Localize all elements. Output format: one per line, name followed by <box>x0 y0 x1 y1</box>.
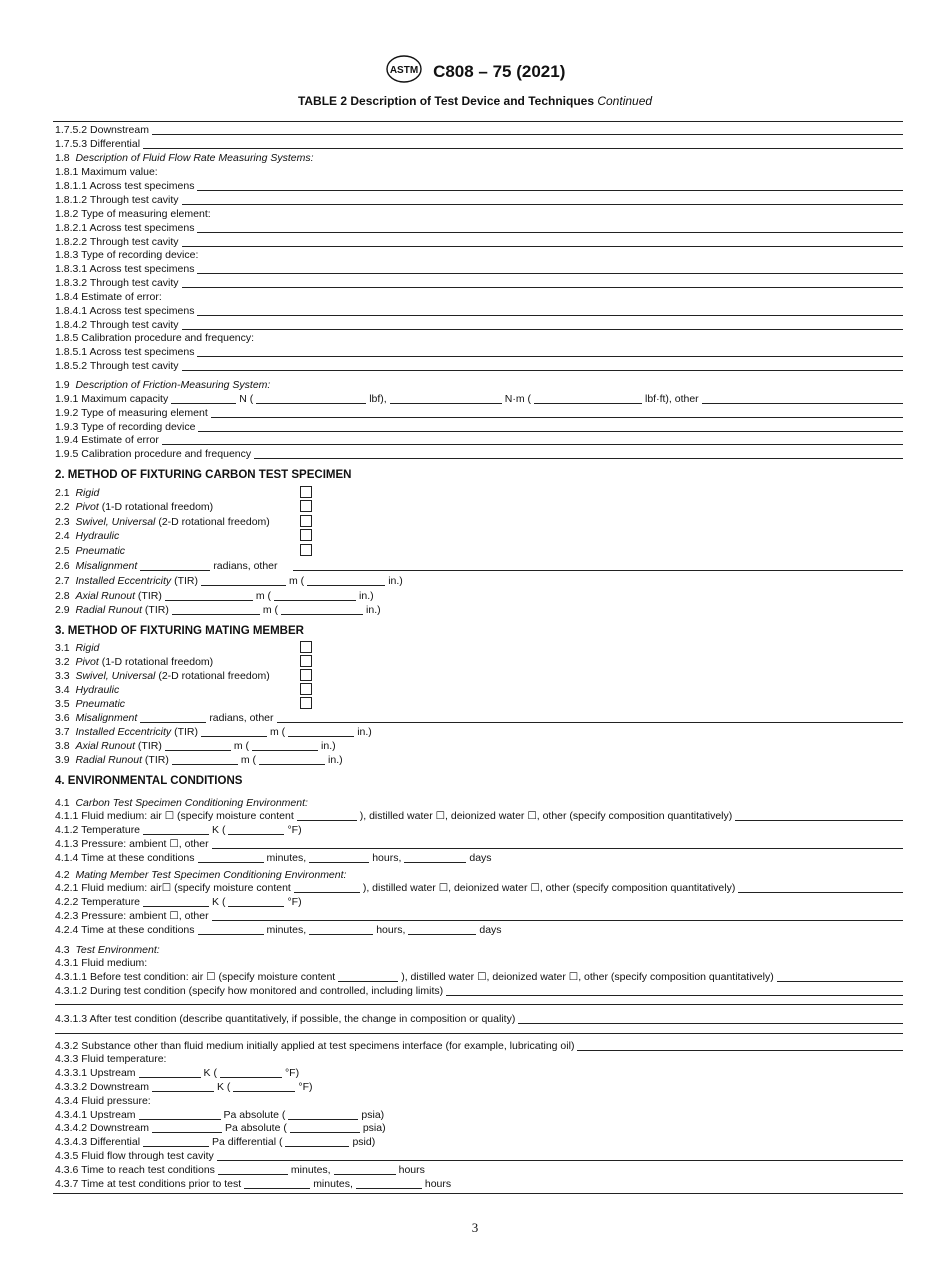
document-header <box>0 54 950 89</box>
form-heading: 1.9 Description of Friction-Measuring System: <box>55 379 271 391</box>
form-line: 1.8.4.1 Across test specimens <box>55 305 903 318</box>
pneumatic-checkbox[interactable] <box>300 544 312 556</box>
option-line: 3.1 Rigid <box>55 642 100 654</box>
form-line: 4.3.1.1 Before test condition: air ☐ (specify moisture content ), distilled water ☐, deionized water ☐, other (specify composition quantitatively) <box>55 971 903 984</box>
blank-line <box>55 1004 903 1005</box>
section-4-title: 4. ENVIRONMENTAL CONDITIONS <box>55 775 243 787</box>
form-heading: 1.8.2 Type of measuring element: <box>55 208 211 220</box>
form-line: 2.7 Installed Eccentricity (TIR) m ( in.) <box>55 575 403 587</box>
form-line: 3.6 Misalignment radians, other <box>55 712 903 725</box>
form-heading: 4.2 Mating Member Test Specimen Conditioning Environment: <box>55 869 347 881</box>
form-line: 3.8 Axial Runout (TIR) m ( in.) <box>55 740 336 752</box>
form-line: 4.1.2 Temperature K ( °F) <box>55 824 302 836</box>
form-heading: 4.3.1 Fluid medium: <box>55 957 148 969</box>
form-line: 1.8.2.1 Across test specimens <box>55 222 903 235</box>
svg-text:ASTM: ASTM <box>389 65 418 76</box>
rigid-checkbox[interactable] <box>300 486 312 498</box>
section-2-title: 2. METHOD OF FIXTURING CARBON TEST SPECIMEN <box>55 469 352 481</box>
form-line: 1.8.5.1 Across test specimens <box>55 346 903 359</box>
form-heading: 4.3.4 Fluid pressure: <box>55 1095 151 1107</box>
option-line: 2.4 Hydraulic <box>55 530 120 542</box>
form-line: 2.6 Misalignment radians, other <box>55 560 903 573</box>
option-line: 2.3 Swivel, Universal (2-D rotational freedom) <box>55 516 270 528</box>
form-line: 4.3.4.1 Upstream Pa absolute ( psia) <box>55 1109 385 1121</box>
form-line: 4.3.1.3 After test condition (describe quantitatively, if possible, the change in composition or quality) <box>55 1013 903 1026</box>
form-line: 3.7 Installed Eccentricity (TIR) m ( in.) <box>55 726 372 738</box>
form-line: 1.8.4.2 Through test cavity <box>55 319 903 332</box>
form-line: 1.8.5.2 Through test cavity <box>55 360 903 373</box>
form-heading: 1.8 Description of Fluid Flow Rate Measuring Systems: <box>55 152 314 164</box>
form-line: 1.7.5.2 Downstream <box>55 124 903 137</box>
form-line: 4.3.7 Time at test conditions prior to test minutes, hours <box>55 1178 452 1190</box>
form-line: 3.9 Radial Runout (TIR) m ( in.) <box>55 754 343 766</box>
form-line: 4.3.2 Substance other than fluid medium initially applied at test specimens interface (for example, lubricating oil) <box>55 1040 903 1053</box>
option-line: 3.2 Pivot (1-D rotational freedom) <box>55 656 214 668</box>
astm-logo-icon <box>385 54 423 89</box>
form-heading: 1.8.1 Maximum value: <box>55 166 158 178</box>
form-line: 1.9.5 Calibration procedure and frequency <box>55 448 903 461</box>
form-line: 4.3.4.2 Downstream Pa absolute ( psia) <box>55 1122 386 1134</box>
form-line: 1.8.3.2 Through test cavity <box>55 277 903 290</box>
form-line: 2.9 Radial Runout (TIR) m ( in.) <box>55 604 381 616</box>
form-heading: 1.8.3 Type of recording device: <box>55 249 199 261</box>
form-line: 4.2.4 Time at these conditions minutes, hours, days <box>55 924 502 936</box>
option-line: 2.5 Pneumatic <box>55 545 126 557</box>
form-line: 1.9.2 Type of measuring element <box>55 407 903 420</box>
table-title: TABLE 2 Description of Test Device and Techniques Continued <box>297 94 653 108</box>
form-heading: 4.3.3 Fluid temperature: <box>55 1053 167 1065</box>
page-number: 3 <box>471 1220 479 1235</box>
document-code: C808 – 75 (2021) <box>433 61 566 81</box>
form-line: 1.9.4 Estimate of error <box>55 434 903 447</box>
form-line: 1.8.1.1 Across test specimens <box>55 180 903 193</box>
form-line: 1.8.1.2 Through test cavity <box>55 194 903 207</box>
top-rule <box>53 121 903 122</box>
blank-line <box>55 1033 903 1034</box>
form-heading: 4.1 Carbon Test Specimen Conditioning Environment: <box>55 797 308 809</box>
form-line: 4.1.1 Fluid medium: air ☐ (specify moisture content ), distilled water ☐, deionized water ☐, other (specify composition quantitatively) <box>55 810 903 823</box>
swivel-checkbox[interactable] <box>300 515 312 527</box>
pivot-checkbox[interactable] <box>300 655 312 667</box>
form-heading: 1.8.4 Estimate of error: <box>55 291 162 303</box>
swivel-checkbox[interactable] <box>300 669 312 681</box>
section-3-title: 3. METHOD OF FIXTURING MATING MEMBER <box>55 625 304 637</box>
pneumatic-checkbox[interactable] <box>300 697 312 709</box>
form-line: 1.8.2.2 Through test cavity <box>55 236 903 249</box>
form-line: 4.2.3 Pressure: ambient ☐, other <box>55 910 903 923</box>
form-heading: 1.8.5 Calibration procedure and frequency: <box>55 332 255 344</box>
form-line: 4.3.4.3 Differential Pa differential ( psid) <box>55 1136 376 1148</box>
option-line: 3.3 Swivel, Universal (2-D rotational freedom) <box>55 670 270 682</box>
form-line: 1.8.3.1 Across test specimens <box>55 263 903 276</box>
option-line: 2.1 Rigid <box>55 487 100 499</box>
form-line: 4.3.6 Time to reach test conditions minutes, hours <box>55 1164 425 1176</box>
bottom-rule <box>53 1193 903 1194</box>
form-line: 4.1.3 Pressure: ambient ☐, other <box>55 838 903 851</box>
form-line: 4.3.5 Fluid flow through test cavity <box>55 1150 903 1163</box>
option-line: 2.2 Pivot (1-D rotational freedom) <box>55 501 214 513</box>
hydraulic-checkbox[interactable] <box>300 683 312 695</box>
form-line: 4.3.3.1 Upstream K ( °F) <box>55 1067 300 1079</box>
form-line: 1.9.1 Maximum capacity N ( lbf), N·m ( lbf·ft), other <box>55 393 903 406</box>
form-line: 2.8 Axial Runout (TIR) m ( in.) <box>55 590 374 602</box>
form-line: 4.3.3.2 Downstream K ( °F) <box>55 1081 313 1093</box>
option-line: 3.4 Hydraulic <box>55 684 120 696</box>
pivot-checkbox[interactable] <box>300 500 312 512</box>
form-line: 1.7.5.3 Differential <box>55 138 903 151</box>
form-line: 1.9.3 Type of recording device <box>55 421 903 434</box>
hydraulic-checkbox[interactable] <box>300 529 312 541</box>
form-line: 4.1.4 Time at these conditions minutes, hours, days <box>55 852 492 864</box>
rigid-checkbox[interactable] <box>300 641 312 653</box>
form-line: 4.2.1 Fluid medium: air☐ (specify moisture content ), distilled water ☐, deionized water ☐, other (specify composition quantitatively) <box>55 882 903 895</box>
form-line: 4.3.1.2 During test condition (specify how monitored and controlled, including limits) <box>55 985 903 998</box>
option-line: 3.5 Pneumatic <box>55 698 126 710</box>
form-heading: 4.3 Test Environment: <box>55 944 160 956</box>
form-line: 4.2.2 Temperature K ( °F) <box>55 896 302 908</box>
